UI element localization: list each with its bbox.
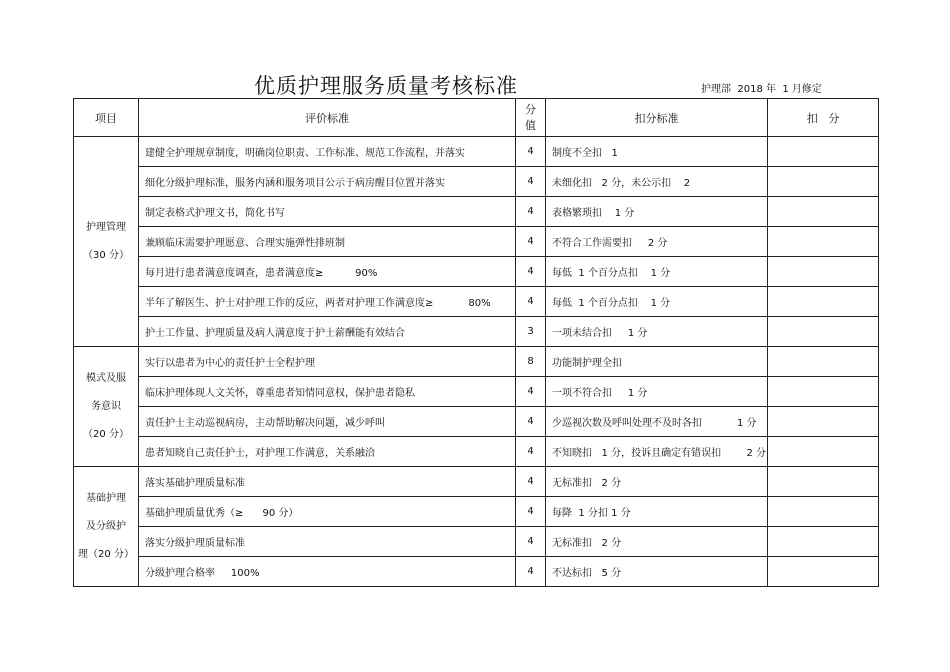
category-label-line: 务意识	[91, 400, 121, 412]
score-cell	[516, 557, 546, 587]
criteria-cell	[139, 467, 516, 497]
category-label-line: 理（20 分）	[78, 548, 134, 560]
deduction-rule-cell-text: 表格繁琐扣 1 分	[552, 208, 635, 219]
deduction-rule-cell	[546, 437, 768, 467]
score-cell	[516, 527, 546, 557]
deduction-entry-cell[interactable]	[768, 377, 879, 407]
category-cell	[74, 467, 139, 587]
deduction-rule-cell	[546, 257, 768, 287]
table-row	[74, 167, 879, 197]
table-row	[74, 377, 879, 407]
score-cell	[516, 197, 546, 227]
deduction-entry-cell[interactable]	[768, 347, 879, 377]
category-label-line: （20 分）	[83, 428, 129, 440]
deduction-rule-cell-text: 未细化扣 2 分，未公示扣 2	[552, 178, 691, 189]
category-cell	[74, 347, 139, 467]
score-cell	[516, 227, 546, 257]
deduction-entry-cell[interactable]	[768, 227, 879, 257]
score-cell	[516, 137, 546, 167]
deduction-rule-cell	[546, 527, 768, 557]
criteria-cell-text: 护士工作量、护理质量及病人满意度于护士薪酬能有效结合	[145, 328, 405, 339]
score-cell	[516, 287, 546, 317]
criteria-cell	[139, 347, 516, 377]
score-cell	[516, 377, 546, 407]
deduction-rule-cell	[546, 467, 768, 497]
table-row	[74, 197, 879, 227]
deduction-rule-cell-text: 制度不全扣 1	[552, 148, 618, 159]
table-row	[74, 227, 879, 257]
score-cell	[516, 407, 546, 437]
deduction-rule-cell-text: 无标准扣 2 分	[552, 478, 622, 489]
deduction-entry-cell[interactable]	[768, 167, 879, 197]
score-cell-text: 4	[527, 506, 534, 517]
deduction-entry-cell[interactable]	[768, 497, 879, 527]
header-rule: 扣分标准	[546, 99, 768, 137]
table-row	[74, 287, 879, 317]
table-body	[74, 137, 879, 587]
deduction-rule-cell-text: 无标准扣 2 分	[552, 538, 622, 549]
score-cell-text: 4	[527, 236, 534, 247]
deduction-entry-cell[interactable]	[768, 437, 879, 467]
deduction-rule-cell-text: 不知晓扣 1 分，投诉且确定有错误扣 2 分	[552, 448, 767, 459]
deduction-entry-cell[interactable]	[768, 317, 879, 347]
criteria-cell	[139, 377, 516, 407]
deduction-rule-cell-text: 不符合工作需要扣 2 分	[552, 238, 668, 249]
score-cell-text: 4	[527, 386, 534, 397]
criteria-cell-text: 责任护士主动巡视病房，主动帮助解决问题，减少呼叫	[145, 418, 385, 429]
table-row	[74, 137, 879, 167]
category-label-line: 及分级护	[86, 520, 126, 532]
deduction-entry-cell[interactable]	[768, 527, 879, 557]
deduction-rule-cell-text: 一项未结合扣 1 分	[552, 328, 648, 339]
criteria-cell	[139, 317, 516, 347]
criteria-cell	[139, 137, 516, 167]
deduction-rule-cell-text: 一项不符合扣 1 分	[552, 388, 648, 399]
criteria-cell-text: 建健全护理规章制度，明确岗位职责、工作标准、规范工作流程，并落实	[145, 148, 465, 159]
document-title: 优质护理服务质量考核标准	[254, 74, 518, 98]
deduction-rule-cell	[546, 557, 768, 587]
criteria-cell-text: 兼顾临床需要护理愿意、合理实施弹性排班制	[145, 238, 345, 249]
criteria-cell-text: 患者知晓自己责任护士，对护理工作满意，关系融洽	[145, 448, 375, 459]
deduction-rule-cell	[546, 167, 768, 197]
deduction-rule-cell	[546, 227, 768, 257]
score-cell	[516, 347, 546, 377]
score-cell-text: 4	[527, 476, 534, 487]
header-deduct: 扣 分	[768, 99, 879, 137]
score-cell-text: 4	[527, 296, 534, 307]
criteria-cell-text: 每月进行患者满意度调查，患者满意度≥ 90%	[145, 268, 378, 279]
score-cell-text: 4	[527, 446, 534, 457]
header-item: 项目	[74, 99, 139, 137]
deduction-rule-cell-text: 少巡视次数及呼叫处理不及时各扣 1 分	[552, 418, 757, 429]
score-cell-text: 4	[527, 146, 534, 157]
criteria-cell-text: 落实分级护理质量标准	[145, 538, 245, 549]
table-row	[74, 497, 879, 527]
score-cell	[516, 497, 546, 527]
table-row	[74, 437, 879, 467]
criteria-cell-text: 细化分级护理标准，服务内涵和服务项目公示于病房醒目位置并落实	[145, 178, 445, 189]
score-cell-text: 3	[527, 326, 534, 337]
score-cell-text: 4	[527, 536, 534, 547]
score-cell	[516, 167, 546, 197]
table-header-row	[74, 99, 879, 137]
criteria-cell-text: 落实基础护理质量标准	[145, 478, 245, 489]
deduction-entry-cell[interactable]	[768, 287, 879, 317]
score-cell	[516, 467, 546, 497]
criteria-cell-text: 临床护理体现人文关怀，尊重患者知情同意权，保护患者隐私	[145, 388, 415, 399]
category-label-line: （30 分）	[83, 249, 129, 261]
table-row	[74, 527, 879, 557]
deduction-rule-cell	[546, 317, 768, 347]
criteria-cell	[139, 557, 516, 587]
header-criteria: 评价标准	[139, 99, 516, 137]
deduction-rule-cell-text: 每降 1 分扣 1 分	[552, 508, 631, 519]
deduction-entry-cell[interactable]	[768, 557, 879, 587]
criteria-cell-text: 分级护理合格率 100%	[145, 568, 260, 579]
criteria-cell	[139, 197, 516, 227]
table-row	[74, 407, 879, 437]
score-cell-text: 4	[527, 266, 534, 277]
criteria-cell	[139, 287, 516, 317]
deduction-entry-cell[interactable]	[768, 137, 879, 167]
score-cell-text: 4	[527, 566, 534, 577]
score-cell	[516, 257, 546, 287]
score-cell-text: 4	[527, 416, 534, 427]
criteria-cell-text: 半年了解医生、护士对护理工作的反应，两者对护理工作满意度≥ 80%	[145, 298, 491, 309]
deduction-rule-cell	[546, 347, 768, 377]
score-cell-text: 4	[527, 206, 534, 217]
score-cell	[516, 437, 546, 467]
deduction-rule-cell-text: 每低 1 个百分点扣 1 分	[552, 268, 671, 279]
table-row	[74, 347, 879, 377]
deduction-rule-cell	[546, 197, 768, 227]
revision-note: 护理部 2018 年 1 月修定	[701, 84, 822, 95]
category-label-line: 护理管理	[86, 221, 126, 233]
criteria-cell	[139, 497, 516, 527]
deduction-entry-cell[interactable]	[768, 257, 879, 287]
table-row	[74, 257, 879, 287]
deduction-rule-cell-text: 功能制护理全扣	[552, 358, 622, 369]
table-row	[74, 557, 879, 587]
deduction-rule-cell-text: 不达标扣 5 分	[552, 568, 622, 579]
header-score-text: 分 值	[525, 102, 536, 132]
deduction-entry-cell[interactable]	[768, 407, 879, 437]
criteria-cell	[139, 227, 516, 257]
criteria-cell-text: 基础护理质量优秀（≥ 90 分）	[145, 508, 299, 519]
criteria-cell	[139, 407, 516, 437]
criteria-cell	[139, 527, 516, 557]
criteria-cell-text: 制定表格式护理文书，简化书写	[145, 208, 285, 219]
category-label-line: 模式及服	[86, 372, 126, 384]
score-cell	[516, 317, 546, 347]
score-cell-text: 4	[527, 176, 534, 187]
deduction-entry-cell[interactable]	[768, 467, 879, 497]
criteria-cell	[139, 437, 516, 467]
deduction-rule-cell	[546, 497, 768, 527]
score-cell-text: 8	[527, 356, 534, 367]
criteria-cell-text: 实行以患者为中心的责任护士全程护理	[145, 358, 315, 369]
deduction-rule-cell	[546, 377, 768, 407]
deduction-entry-cell[interactable]	[768, 197, 879, 227]
table-row	[74, 467, 879, 497]
category-label-line: 基础护理	[86, 492, 126, 504]
category-cell	[74, 137, 139, 347]
table-row	[74, 317, 879, 347]
deduction-rule-cell	[546, 137, 768, 167]
criteria-cell	[139, 167, 516, 197]
deduction-rule-cell	[546, 407, 768, 437]
deduction-rule-cell	[546, 287, 768, 317]
assessment-table	[73, 98, 879, 587]
criteria-cell	[139, 257, 516, 287]
deduction-rule-cell-text: 每低 1 个百分点扣 1 分	[552, 298, 671, 309]
header-score	[516, 99, 546, 137]
